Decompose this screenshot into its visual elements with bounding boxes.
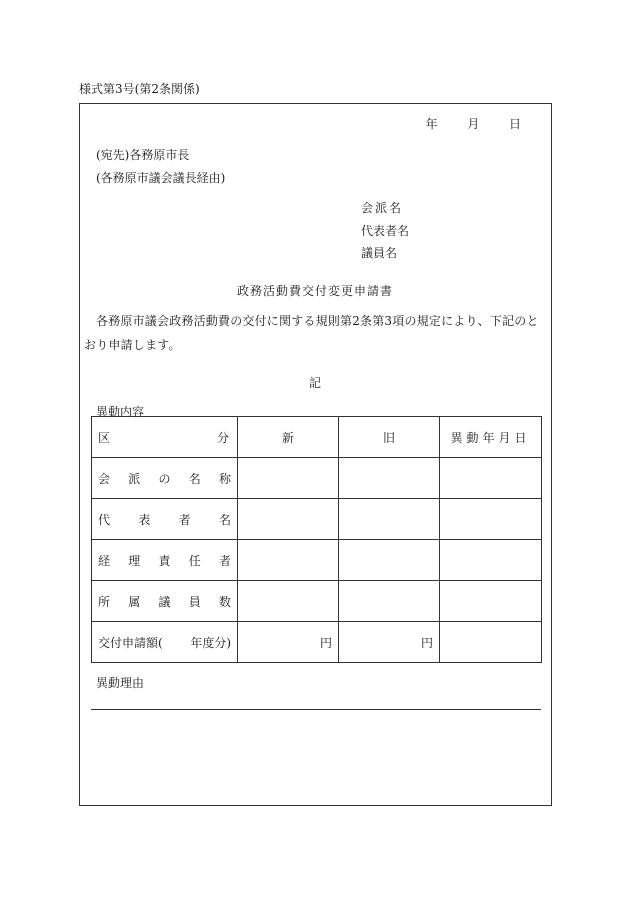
cell-old[interactable]: [339, 458, 440, 499]
cell-date[interactable]: [440, 499, 542, 540]
cell-new[interactable]: [238, 581, 339, 622]
cell-date[interactable]: [440, 622, 542, 663]
reason-underline[interactable]: [91, 709, 541, 710]
row-label-representative: 代 表 者 名: [92, 499, 238, 540]
year-label: 年: [425, 117, 438, 131]
header-new: 新: [238, 417, 339, 458]
change-table: [91, 416, 542, 663]
cell-date[interactable]: [440, 540, 542, 581]
addressee: (宛先)各務原市長: [96, 148, 190, 162]
cell-amount-new[interactable]: 円: [238, 622, 339, 663]
member-name-label: 議員名: [361, 246, 398, 260]
header-category: 区 分: [92, 417, 238, 458]
row-label-member-count: 所 属 議 員 数: [92, 581, 238, 622]
table-row: [92, 499, 542, 540]
document-title: 政務活動費交付変更申請書: [236, 284, 393, 298]
representative-label: 代表者名: [361, 224, 410, 238]
day-label: 日: [508, 117, 521, 131]
table-header-row: [92, 417, 542, 458]
cell-amount-old[interactable]: 円: [339, 622, 440, 663]
cell-date[interactable]: [440, 458, 542, 499]
cell-old[interactable]: [339, 581, 440, 622]
table-row: [92, 581, 542, 622]
change-reason-label: 異動理由: [96, 676, 145, 690]
ki-heading: 記: [308, 376, 321, 390]
table-row: [92, 458, 542, 499]
cell-date[interactable]: [440, 581, 542, 622]
body-text: 各務原市議会政務活動費の交付に関する規則第2条第3項の規定により、下記のとおり申請します。: [84, 314, 539, 352]
cell-new[interactable]: [238, 458, 339, 499]
date-line: [0, 115, 521, 132]
row-label-amount: 交付申請額( 年度分): [92, 622, 238, 663]
cell-new[interactable]: [238, 499, 339, 540]
cell-old[interactable]: [339, 540, 440, 581]
row-label-faction: 会 派 の 名 称: [92, 458, 238, 499]
month-label: 月: [467, 117, 480, 131]
header-old: 旧: [339, 417, 440, 458]
table-row: [92, 540, 542, 581]
row-label-accountant: 経 理 責 任 者: [92, 540, 238, 581]
table-row: [92, 622, 542, 663]
cell-old[interactable]: [339, 499, 440, 540]
cell-new[interactable]: [238, 540, 339, 581]
header-change-date: 異動年月日: [440, 417, 542, 458]
change-content-label: 異動内容: [96, 405, 145, 419]
via-line: (各務原市議会議長経由): [96, 171, 226, 185]
form-number-label: 様式第3号(第2条関係): [79, 82, 200, 96]
faction-name-label: 会派名: [361, 201, 404, 215]
